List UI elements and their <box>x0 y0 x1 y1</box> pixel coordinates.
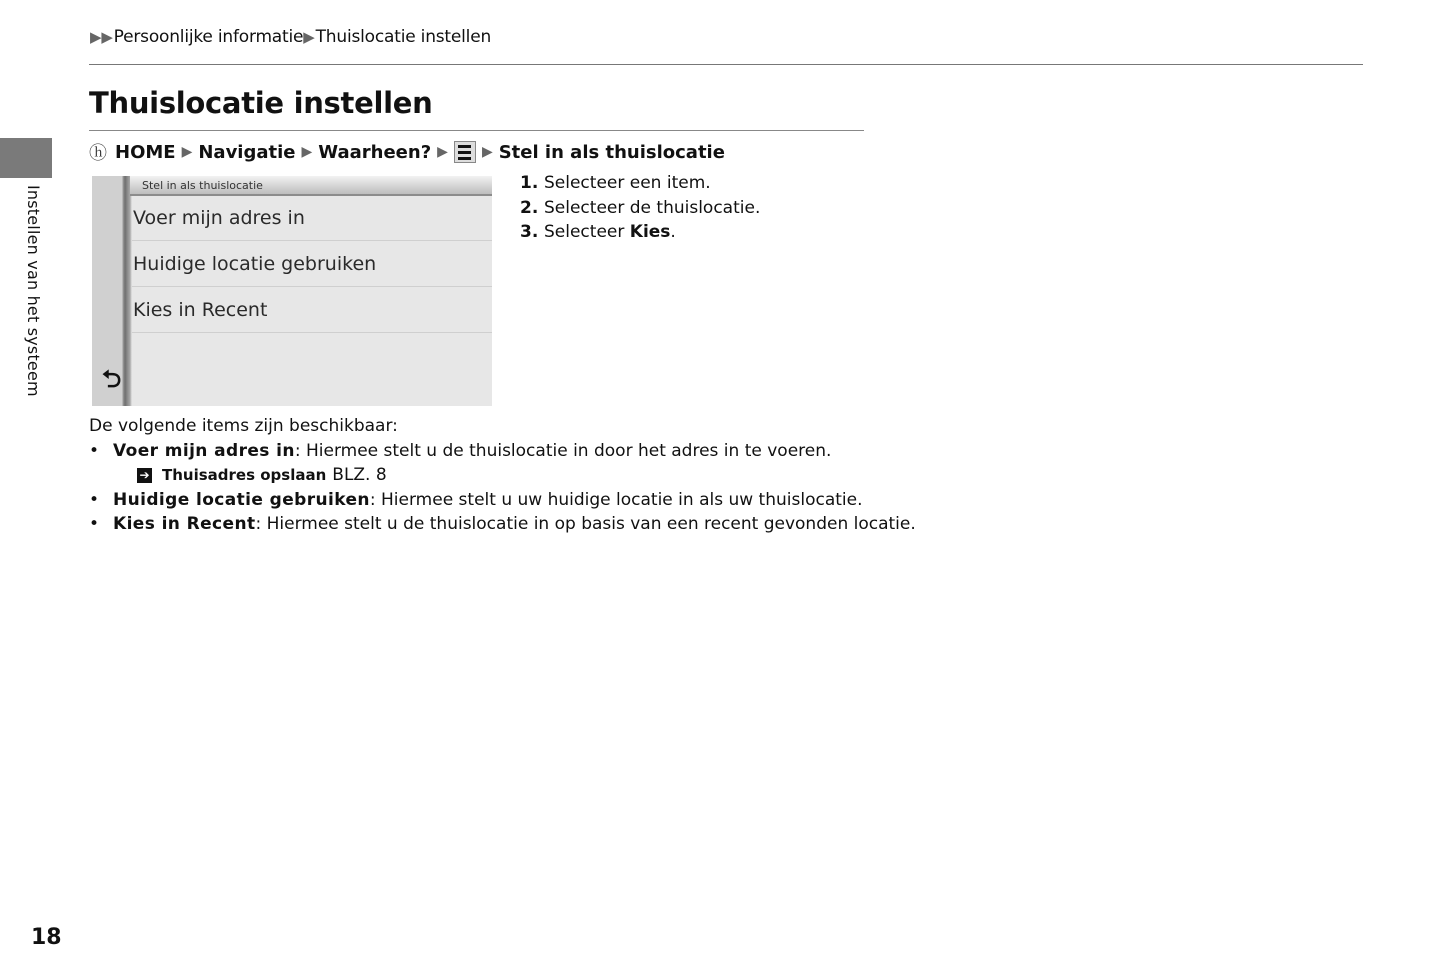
list-item-desc: : Hiermee stelt u de thuislocatie in door het adres in te voeren. <box>294 440 832 461</box>
breadcrumb-item[interactable]: Persoonlijke informatie <box>113 27 304 47</box>
page-title: Thuislocatie instellen <box>89 86 433 120</box>
list-item-term: Voer mijn adres in <box>113 440 295 461</box>
page-number: 18 <box>31 925 62 950</box>
screen-item-kies-recent[interactable]: Kies in Recent <box>132 287 492 333</box>
back-icon[interactable]: ⮌ <box>102 365 122 393</box>
available-intro: De volgende items zijn beschikbaar: <box>89 416 398 436</box>
list-item-term: Huidige locatie gebruiken <box>113 489 370 510</box>
screen-header <box>130 176 492 196</box>
arrow-icon: ▶ <box>481 144 493 160</box>
list-item-text <box>113 439 831 464</box>
step-text: Selecteer de thuislocatie. <box>544 197 761 218</box>
nav-step-home: HOME <box>115 141 176 163</box>
step-number: 1. <box>520 173 539 193</box>
list-item-text <box>113 512 916 537</box>
reference-page: BLZ. 8 <box>332 465 387 485</box>
steps-list <box>520 171 760 245</box>
bullet-icon: • <box>89 440 100 461</box>
step-item <box>520 196 760 221</box>
available-items <box>89 414 916 537</box>
screen-item-voer-adres[interactable]: Voer mijn adres in <box>132 195 492 241</box>
arrow-icon: ▶ <box>437 144 448 160</box>
nav-step-waarheen: Waarheen? <box>318 141 432 163</box>
section-label: Instellen van het systeem <box>24 185 43 397</box>
list-item-desc: : Hiermee stelt u uw huidige locatie in als uw thuislocatie. <box>369 489 863 510</box>
navigation-path <box>89 139 725 165</box>
breadcrumb-item[interactable]: Thuislocatie instellen <box>315 27 492 47</box>
arrow-icon: ▶ <box>303 28 315 46</box>
reference-label[interactable]: Thuisadres opslaan <box>162 466 327 484</box>
step-text: Selecteer een item. <box>544 173 711 193</box>
arrow-icon: ▶ <box>181 144 193 160</box>
list-item-text <box>113 488 863 513</box>
list-item <box>89 439 916 464</box>
bullet-icon: • <box>89 489 100 510</box>
section-tab <box>0 138 52 178</box>
list-item <box>89 488 916 513</box>
double-arrow-icon: ▶▶ <box>90 28 113 46</box>
menu-icon <box>454 141 476 163</box>
list-item-term: Kies in Recent <box>113 514 256 534</box>
reference-arrow-icon: ➔ <box>137 468 152 483</box>
arrow-icon: ▶ <box>301 144 313 160</box>
step-number: 3. <box>520 222 539 242</box>
step-number: 2. <box>520 197 539 218</box>
nav-step-navigatie: Navigatie <box>198 141 296 163</box>
list-item <box>89 512 916 537</box>
bullet-icon: • <box>89 514 100 534</box>
breadcrumb <box>90 27 491 47</box>
cross-reference[interactable] <box>89 463 916 488</box>
screen-header-title: Stel in als thuislocatie <box>142 179 263 192</box>
step-text-bold: Kies <box>629 222 671 242</box>
title-divider <box>89 130 864 131</box>
step-item <box>520 171 760 196</box>
step-text: Selecteer <box>544 222 630 242</box>
list-item-desc: : Hiermee stelt u de thuislocatie in op basis van een recent gevonden locatie. <box>255 514 916 534</box>
device-screenshot <box>92 176 492 406</box>
step-text: . <box>670 222 676 242</box>
nav-step-stel-in: Stel in als thuislocatie <box>498 141 725 163</box>
home-button-icon: ⓗ <box>89 143 107 164</box>
screen-item-huidige-locatie[interactable]: Huidige locatie gebruiken <box>132 241 492 287</box>
step-item <box>520 220 760 245</box>
top-divider <box>89 64 1363 65</box>
